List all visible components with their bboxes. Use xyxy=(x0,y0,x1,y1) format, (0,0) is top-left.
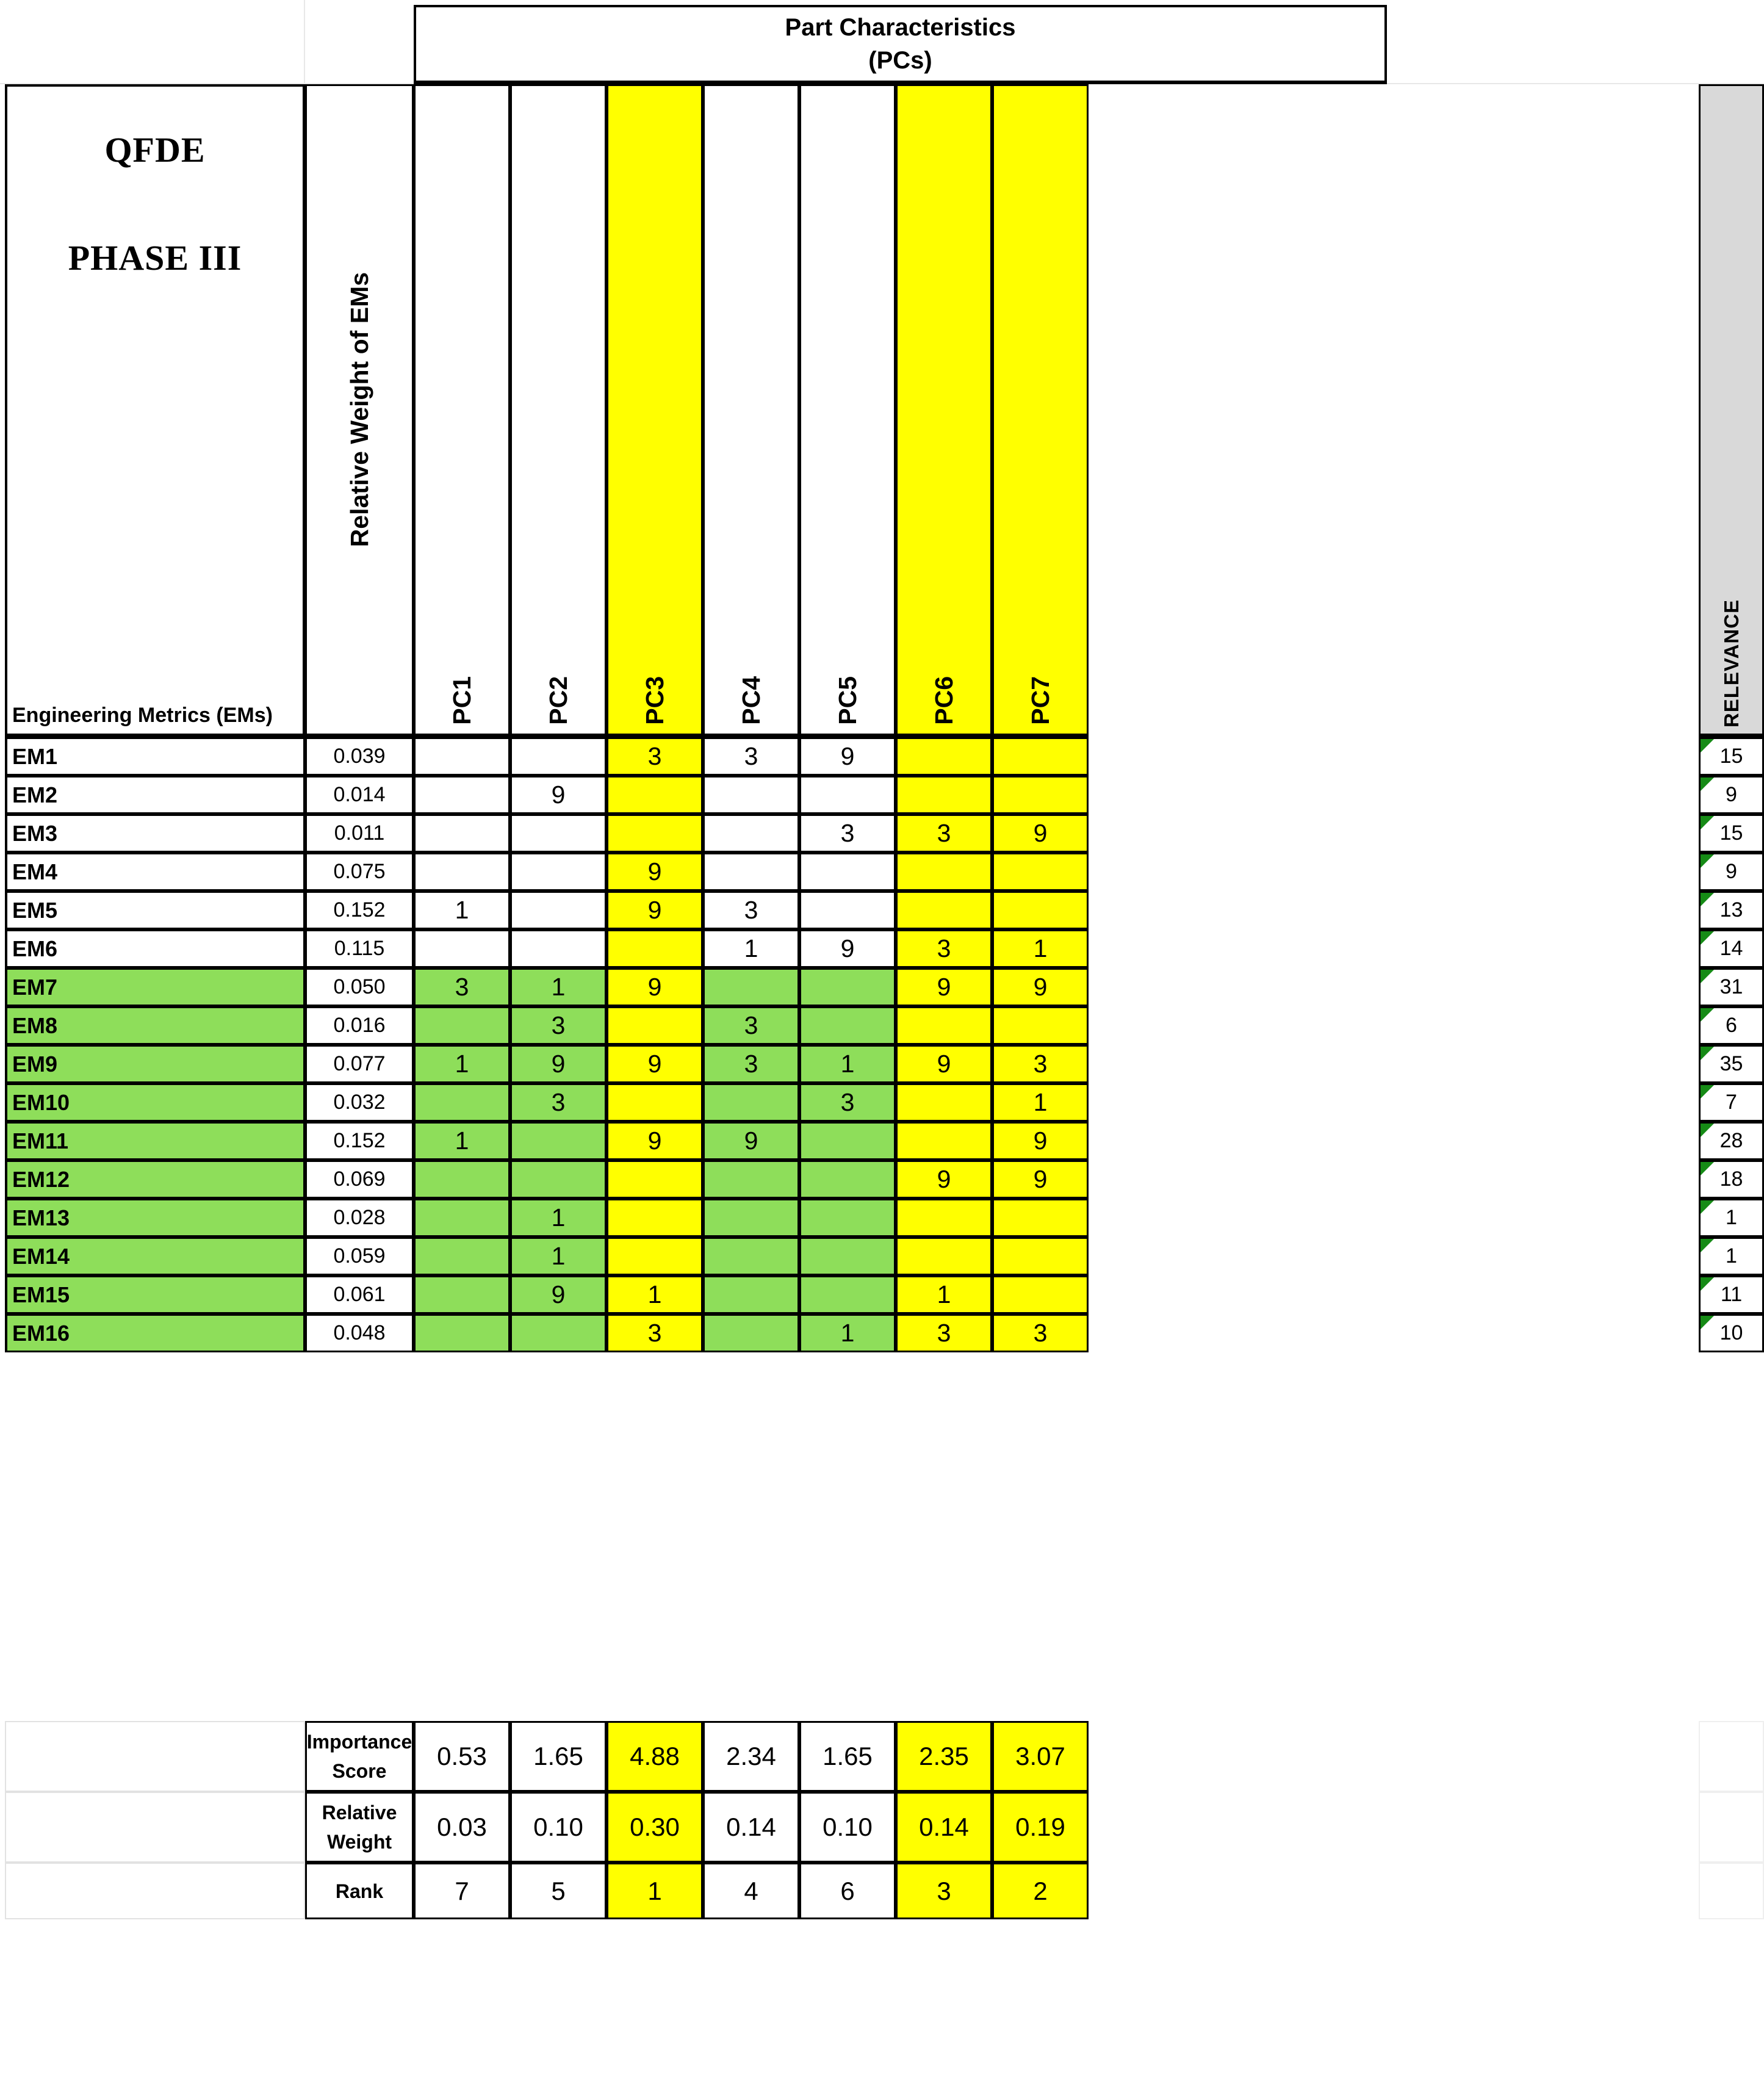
weight-cell-em1: 0.039 xyxy=(305,737,414,776)
matrix-cell-em9-pc1: 1 xyxy=(414,1045,510,1083)
relevance-value: 14 xyxy=(1719,937,1743,960)
matrix-cell-em16-pc4 xyxy=(703,1314,799,1352)
relevance-value: 13 xyxy=(1719,898,1743,922)
column-header-pc2 xyxy=(510,84,607,737)
row-header-em6: EM6 xyxy=(5,929,305,968)
column-header-label: PC4 xyxy=(736,676,765,725)
matrix-cell-em7-pc1: 3 xyxy=(414,968,510,1006)
matrix-cell-em14-pc3 xyxy=(607,1237,703,1275)
relevance-cell-em8 xyxy=(1699,1006,1764,1045)
comment-marker-icon xyxy=(1701,816,1714,829)
matrix-cell-em8-pc5 xyxy=(799,1006,896,1045)
comment-marker-icon xyxy=(1701,931,1714,945)
matrix-cell-em3-pc3 xyxy=(607,814,703,853)
matrix-cell-em9-pc6: 9 xyxy=(896,1045,992,1083)
column-header-label: PC1 xyxy=(447,676,476,725)
footer-importance-score-pc2: 1.65 xyxy=(510,1721,607,1792)
matrix-cell-em4-pc5 xyxy=(799,853,896,891)
footer-label-line1: Importance xyxy=(306,1731,412,1753)
row-header-em2: EM2 xyxy=(5,776,305,814)
weight-cell-em14: 0.059 xyxy=(305,1237,414,1275)
pc-banner-line2: (PCs) xyxy=(868,47,932,74)
comment-marker-icon xyxy=(1701,739,1714,752)
weight-cell-em15: 0.061 xyxy=(305,1275,414,1314)
column-header-pc1 xyxy=(414,84,510,737)
comment-marker-icon xyxy=(1701,854,1714,868)
relevance-value: 9 xyxy=(1726,860,1737,883)
footer-label-line1: Relative xyxy=(322,1802,397,1824)
weight-cell-em16: 0.048 xyxy=(305,1314,414,1352)
footer-rank-pc6: 3 xyxy=(896,1863,992,1919)
matrix-cell-em5-pc7 xyxy=(992,891,1089,929)
matrix-cell-em8-pc4: 3 xyxy=(703,1006,799,1045)
column-header-label: PC7 xyxy=(1026,676,1054,725)
row-header-em10: EM10 xyxy=(5,1083,305,1122)
matrix-cell-em3-pc5: 3 xyxy=(799,814,896,853)
matrix-cell-em13-pc1 xyxy=(414,1199,510,1237)
footer-label-line2: Score xyxy=(332,1760,387,1782)
relevance-cell-em10 xyxy=(1699,1083,1764,1122)
footer-relevance-spacer-rank xyxy=(1699,1863,1764,1919)
matrix-cell-em2-pc3 xyxy=(607,776,703,814)
column-header-relevance xyxy=(1699,84,1764,737)
matrix-cell-em3-pc1 xyxy=(414,814,510,853)
row-header-em8: EM8 xyxy=(5,1006,305,1045)
comment-marker-icon xyxy=(1701,1200,1714,1214)
matrix-cell-em11-pc5 xyxy=(799,1122,896,1160)
relevance-cell-em4 xyxy=(1699,853,1764,891)
matrix-cell-em4-pc2 xyxy=(510,853,607,891)
relevance-cell-em11 xyxy=(1699,1122,1764,1160)
relevance-cell-em15 xyxy=(1699,1275,1764,1314)
phase-title: PHASE III xyxy=(68,238,242,278)
matrix-cell-em12-pc7: 9 xyxy=(992,1160,1089,1199)
matrix-cell-em6-pc4: 1 xyxy=(703,929,799,968)
footer-relative-weight-pc4: 0.14 xyxy=(703,1792,799,1863)
matrix-cell-em12-pc6: 9 xyxy=(896,1160,992,1199)
matrix-cell-em4-pc7 xyxy=(992,853,1089,891)
matrix-cell-em3-pc4 xyxy=(703,814,799,853)
matrix-cell-em6-pc2 xyxy=(510,929,607,968)
relevance-cell-em9 xyxy=(1699,1045,1764,1083)
matrix-cell-em13-pc7 xyxy=(992,1199,1089,1237)
matrix-cell-em15-pc4 xyxy=(703,1275,799,1314)
column-header-pc5 xyxy=(799,84,896,737)
qfde-title-block xyxy=(5,84,305,737)
matrix-cell-em4-pc1 xyxy=(414,853,510,891)
matrix-cell-em6-pc5: 9 xyxy=(799,929,896,968)
comment-marker-icon xyxy=(1701,893,1714,906)
comment-marker-icon xyxy=(1701,1047,1714,1060)
relevance-value: 28 xyxy=(1719,1129,1743,1152)
matrix-cell-em3-pc2 xyxy=(510,814,607,853)
relevance-value: 7 xyxy=(1726,1091,1737,1114)
matrix-cell-em5-pc5 xyxy=(799,891,896,929)
relevance-value: 9 xyxy=(1726,783,1737,806)
row-header-em7: EM7 xyxy=(5,968,305,1006)
comment-marker-icon xyxy=(1701,1085,1714,1099)
row-header-em3: EM3 xyxy=(5,814,305,853)
footer-rank-pc4: 4 xyxy=(703,1863,799,1919)
row-header-em11: EM11 xyxy=(5,1122,305,1160)
footer-importance-score-pc5: 1.65 xyxy=(799,1721,896,1792)
row-header-em1: EM1 xyxy=(5,737,305,776)
matrix-cell-em7-pc2: 1 xyxy=(510,968,607,1006)
weight-cell-em12: 0.069 xyxy=(305,1160,414,1199)
comment-marker-icon xyxy=(1701,1162,1714,1175)
relevance-value: 1 xyxy=(1726,1206,1737,1229)
matrix-cell-em10-pc5: 3 xyxy=(799,1083,896,1122)
row-header-em16: EM16 xyxy=(5,1314,305,1352)
relevance-cell-em1 xyxy=(1699,737,1764,776)
matrix-cell-em1-pc5: 9 xyxy=(799,737,896,776)
matrix-cell-em13-pc6 xyxy=(896,1199,992,1237)
matrix-cell-em1-pc3: 3 xyxy=(607,737,703,776)
matrix-cell-em9-pc4: 3 xyxy=(703,1045,799,1083)
relevance-value: 31 xyxy=(1719,975,1743,998)
matrix-cell-em3-pc7: 9 xyxy=(992,814,1089,853)
matrix-cell-em5-pc1: 1 xyxy=(414,891,510,929)
matrix-cell-em11-pc3: 9 xyxy=(607,1122,703,1160)
matrix-cell-em10-pc6 xyxy=(896,1083,992,1122)
matrix-cell-em2-pc2: 9 xyxy=(510,776,607,814)
matrix-cell-em14-pc1 xyxy=(414,1237,510,1275)
matrix-cell-em9-pc2: 9 xyxy=(510,1045,607,1083)
matrix-cell-em7-pc6: 9 xyxy=(896,968,992,1006)
weight-cell-em6: 0.115 xyxy=(305,929,414,968)
footer-importance-score-pc1: 0.53 xyxy=(414,1721,510,1792)
matrix-cell-em8-pc2: 3 xyxy=(510,1006,607,1045)
footer-importance-score-pc3: 4.88 xyxy=(607,1721,703,1792)
row-header-em13: EM13 xyxy=(5,1199,305,1237)
matrix-cell-em14-pc7 xyxy=(992,1237,1089,1275)
footer-relative-weight-pc2: 0.10 xyxy=(510,1792,607,1863)
matrix-cell-em3-pc6: 3 xyxy=(896,814,992,853)
matrix-cell-em12-pc3 xyxy=(607,1160,703,1199)
matrix-cell-em7-pc3: 9 xyxy=(607,968,703,1006)
column-header-relative-weight-of-ems xyxy=(305,84,414,737)
matrix-cell-em8-pc1 xyxy=(414,1006,510,1045)
page-title: QFDE xyxy=(104,130,206,170)
matrix-cell-em4-pc4 xyxy=(703,853,799,891)
weight-cell-em3: 0.011 xyxy=(305,814,414,853)
matrix-cell-em10-pc1 xyxy=(414,1083,510,1122)
matrix-cell-em6-pc1 xyxy=(414,929,510,968)
weight-cell-em8: 0.016 xyxy=(305,1006,414,1045)
weight-cell-em5: 0.152 xyxy=(305,891,414,929)
matrix-cell-em14-pc2: 1 xyxy=(510,1237,607,1275)
column-header-label: PC3 xyxy=(640,676,669,725)
comment-marker-icon xyxy=(1701,777,1714,791)
relevance-value: 35 xyxy=(1719,1052,1743,1075)
row-header-em4: EM4 xyxy=(5,853,305,891)
matrix-cell-em12-pc1 xyxy=(414,1160,510,1199)
footer-importance-score-pc7: 3.07 xyxy=(992,1721,1089,1792)
matrix-cell-em7-pc7: 9 xyxy=(992,968,1089,1006)
banner-spacer-mid xyxy=(305,0,414,84)
matrix-cell-em16-pc1 xyxy=(414,1314,510,1352)
matrix-cell-em6-pc3 xyxy=(607,929,703,968)
footer-spacer-relative-weight xyxy=(5,1792,305,1863)
weight-cell-em7: 0.050 xyxy=(305,968,414,1006)
matrix-cell-em12-pc5 xyxy=(799,1160,896,1199)
weight-cell-em11: 0.152 xyxy=(305,1122,414,1160)
matrix-cell-em16-pc3: 3 xyxy=(607,1314,703,1352)
weight-cell-em10: 0.032 xyxy=(305,1083,414,1122)
matrix-cell-em2-pc6 xyxy=(896,776,992,814)
footer-rank-pc7: 2 xyxy=(992,1863,1089,1919)
matrix-cell-em14-pc4 xyxy=(703,1237,799,1275)
matrix-cell-em1-pc7 xyxy=(992,737,1089,776)
matrix-cell-em16-pc5: 1 xyxy=(799,1314,896,1352)
relevance-cell-em5 xyxy=(1699,891,1764,929)
matrix-cell-em10-pc4 xyxy=(703,1083,799,1122)
column-header-pc6 xyxy=(896,84,992,737)
row-header-em14: EM14 xyxy=(5,1237,305,1275)
matrix-cell-em9-pc5: 1 xyxy=(799,1045,896,1083)
weight-cell-em2: 0.014 xyxy=(305,776,414,814)
matrix-cell-em6-pc7: 1 xyxy=(992,929,1089,968)
footer-label-line2: Weight xyxy=(326,1831,392,1853)
footer-importance-score-pc6: 2.35 xyxy=(896,1721,992,1792)
matrix-cell-em4-pc6 xyxy=(896,853,992,891)
relevance-cell-em3 xyxy=(1699,814,1764,853)
footer-rank-pc1: 7 xyxy=(414,1863,510,1919)
footer-label-relative-weight xyxy=(305,1792,414,1863)
matrix-cell-em14-pc5 xyxy=(799,1237,896,1275)
part-characteristics-banner xyxy=(414,5,1387,84)
relevance-cell-em2 xyxy=(1699,776,1764,814)
column-header-label: PC2 xyxy=(544,676,572,725)
matrix-cell-em1-pc4: 3 xyxy=(703,737,799,776)
relevance-value: 11 xyxy=(1720,1283,1743,1306)
footer-relative-weight-pc5: 0.10 xyxy=(799,1792,896,1863)
footer-spacer-importance-score xyxy=(5,1721,305,1792)
matrix-cell-em15-pc5 xyxy=(799,1275,896,1314)
matrix-cell-em1-pc1 xyxy=(414,737,510,776)
relevance-cell-em16 xyxy=(1699,1314,1764,1352)
matrix-cell-em5-pc6 xyxy=(896,891,992,929)
relevance-cell-em6 xyxy=(1699,929,1764,968)
footer-relative-weight-pc1: 0.03 xyxy=(414,1792,510,1863)
row-header-em15: EM15 xyxy=(5,1275,305,1314)
matrix-cell-em10-pc3 xyxy=(607,1083,703,1122)
matrix-cell-em16-pc7: 3 xyxy=(992,1314,1089,1352)
matrix-cell-em7-pc5 xyxy=(799,968,896,1006)
matrix-cell-em15-pc6: 1 xyxy=(896,1275,992,1314)
comment-marker-icon xyxy=(1701,1277,1714,1291)
footer-rank-pc2: 5 xyxy=(510,1863,607,1919)
relevance-value: 18 xyxy=(1719,1167,1743,1191)
matrix-cell-em2-pc5 xyxy=(799,776,896,814)
matrix-cell-em11-pc7: 9 xyxy=(992,1122,1089,1160)
comment-marker-icon xyxy=(1701,1124,1714,1137)
relative-weight-of-ems-label: Relative Weight of EMs xyxy=(345,272,373,547)
footer-relevance-spacer-importance-score xyxy=(1699,1721,1764,1792)
footer-relative-weight-pc6: 0.14 xyxy=(896,1792,992,1863)
footer-label-importance-score xyxy=(305,1721,414,1792)
matrix-cell-em12-pc2 xyxy=(510,1160,607,1199)
matrix-cell-em13-pc3 xyxy=(607,1199,703,1237)
matrix-cell-em8-pc6 xyxy=(896,1006,992,1045)
relevance-cell-em13 xyxy=(1699,1199,1764,1237)
matrix-cell-em2-pc4 xyxy=(703,776,799,814)
matrix-cell-em8-pc3 xyxy=(607,1006,703,1045)
row-header-em9: EM9 xyxy=(5,1045,305,1083)
row-header-em5: EM5 xyxy=(5,891,305,929)
matrix-cell-em16-pc6: 3 xyxy=(896,1314,992,1352)
matrix-cell-em9-pc7: 3 xyxy=(992,1045,1089,1083)
weight-cell-em9: 0.077 xyxy=(305,1045,414,1083)
column-header-pc4 xyxy=(703,84,799,737)
matrix-cell-em11-pc1: 1 xyxy=(414,1122,510,1160)
matrix-cell-em8-pc7 xyxy=(992,1006,1089,1045)
column-header-pc7 xyxy=(992,84,1089,737)
comment-marker-icon xyxy=(1701,1008,1714,1022)
comment-marker-icon xyxy=(1701,1239,1714,1252)
weight-cell-em13: 0.028 xyxy=(305,1199,414,1237)
matrix-cell-em6-pc6: 3 xyxy=(896,929,992,968)
footer-label-rank xyxy=(305,1863,414,1919)
matrix-cell-em13-pc4 xyxy=(703,1199,799,1237)
matrix-cell-em15-pc2: 9 xyxy=(510,1275,607,1314)
matrix-cell-em16-pc2 xyxy=(510,1314,607,1352)
column-header-label: PC6 xyxy=(929,676,958,725)
matrix-cell-em13-pc5 xyxy=(799,1199,896,1237)
banner-spacer-right xyxy=(1387,0,1764,84)
pc-banner-line1: Part Characteristics xyxy=(785,14,1016,41)
relevance-cell-em14 xyxy=(1699,1237,1764,1275)
comment-marker-icon xyxy=(1701,1316,1714,1329)
relevance-cell-em7 xyxy=(1699,968,1764,1006)
matrix-cell-em11-pc6 xyxy=(896,1122,992,1160)
matrix-cell-em11-pc4: 9 xyxy=(703,1122,799,1160)
row-axis-label: Engineering Metrics (EMs) xyxy=(12,704,273,727)
footer-rank-pc3: 1 xyxy=(607,1863,703,1919)
relevance-value: 10 xyxy=(1719,1321,1743,1344)
matrix-cell-em10-pc2: 3 xyxy=(510,1083,607,1122)
matrix-cell-em7-pc4 xyxy=(703,968,799,1006)
matrix-cell-em1-pc6 xyxy=(896,737,992,776)
matrix-cell-em14-pc6 xyxy=(896,1237,992,1275)
matrix-cell-em13-pc2: 1 xyxy=(510,1199,607,1237)
matrix-cell-em2-pc7 xyxy=(992,776,1089,814)
footer-spacer-rank xyxy=(5,1863,305,1919)
footer-relative-weight-pc7: 0.19 xyxy=(992,1792,1089,1863)
matrix-cell-em11-pc2 xyxy=(510,1122,607,1160)
comment-marker-icon xyxy=(1701,970,1714,983)
matrix-cell-em4-pc3: 9 xyxy=(607,853,703,891)
footer-importance-score-pc4: 2.34 xyxy=(703,1721,799,1792)
matrix-cell-em5-pc3: 9 xyxy=(607,891,703,929)
matrix-cell-em15-pc1 xyxy=(414,1275,510,1314)
matrix-cell-em15-pc7 xyxy=(992,1275,1089,1314)
relevance-value: 6 xyxy=(1726,1014,1737,1037)
matrix-cell-em9-pc3: 9 xyxy=(607,1045,703,1083)
footer-rank-pc5: 6 xyxy=(799,1863,896,1919)
matrix-cell-em12-pc4 xyxy=(703,1160,799,1199)
relevance-value: 1 xyxy=(1726,1244,1737,1268)
relevance-value: 15 xyxy=(1719,821,1743,845)
relevance-cell-em12 xyxy=(1699,1160,1764,1199)
matrix-cell-em2-pc1 xyxy=(414,776,510,814)
column-header-pc3 xyxy=(607,84,703,737)
banner-spacer-left xyxy=(0,0,305,84)
column-header-label: PC5 xyxy=(833,676,862,725)
footer-label-line1: Rank xyxy=(335,1880,384,1902)
matrix-cell-em15-pc3: 1 xyxy=(607,1275,703,1314)
matrix-cell-em1-pc2 xyxy=(510,737,607,776)
footer-relative-weight-pc3: 0.30 xyxy=(607,1792,703,1863)
footer-relevance-spacer-relative-weight xyxy=(1699,1792,1764,1863)
matrix-cell-em10-pc7: 1 xyxy=(992,1083,1089,1122)
matrix-cell-em5-pc2 xyxy=(510,891,607,929)
row-header-em12: EM12 xyxy=(5,1160,305,1199)
relevance-value: 15 xyxy=(1719,745,1743,768)
relevance-header-label: RELEVANCE xyxy=(1719,599,1743,727)
matrix-cell-em5-pc4: 3 xyxy=(703,891,799,929)
weight-cell-em4: 0.075 xyxy=(305,853,414,891)
